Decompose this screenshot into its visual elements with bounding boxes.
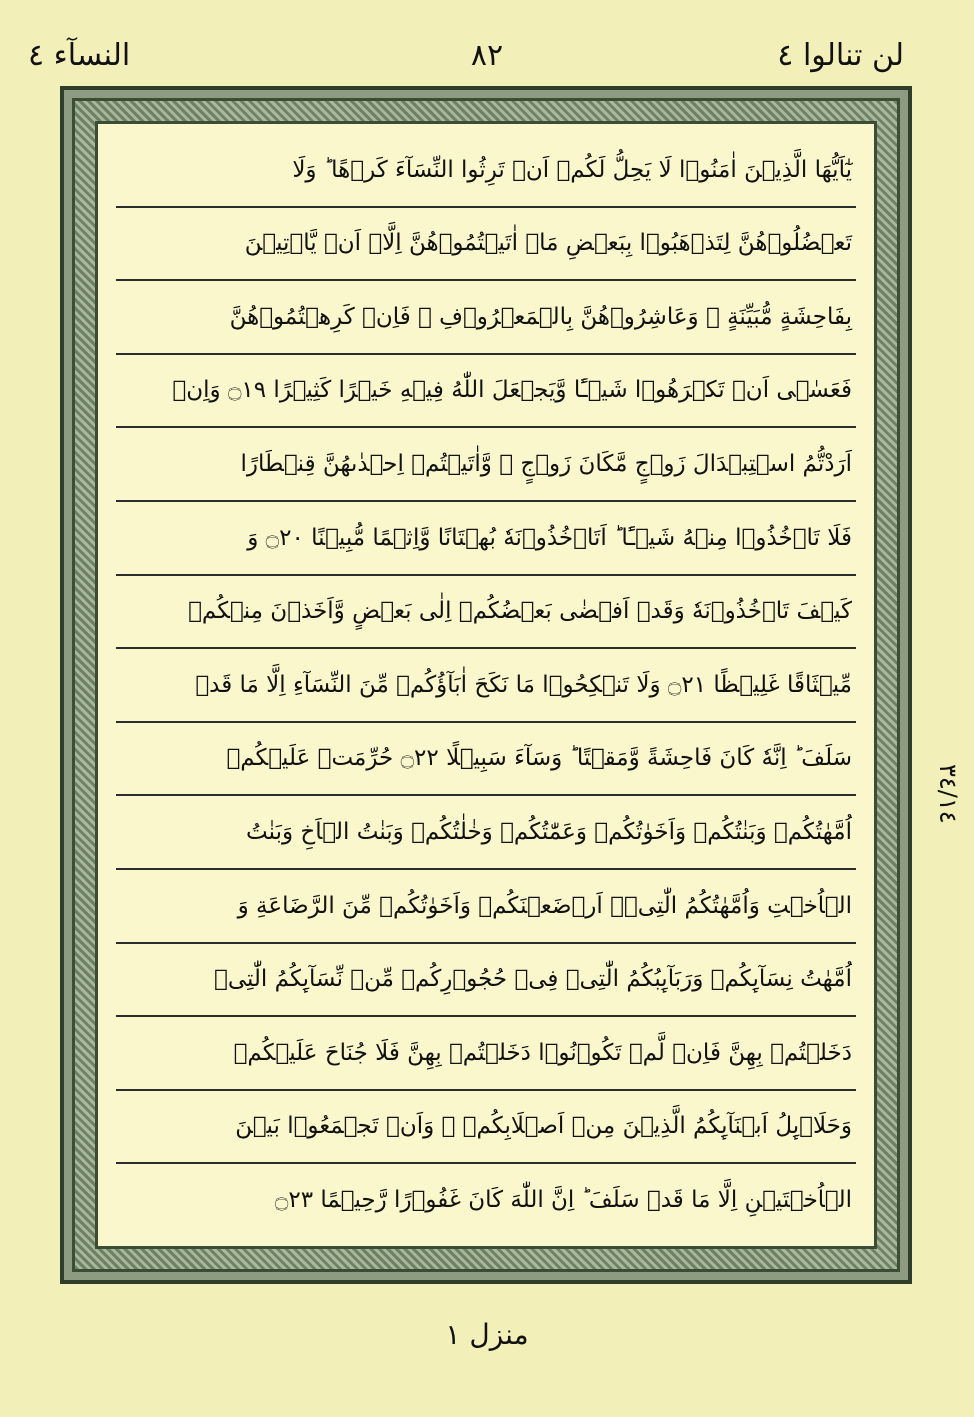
text-line: الۡاُخۡتَيۡنِ اِلَّا مَا قَدۡ سَلَفَ ؕ اِنَّ اللّٰهَ كَانَ غَفُوۡرًا رَّحِيۡمًا ۝٢٣ — [274, 1186, 852, 1213]
text-line: دَخَلۡتُمۡ بِهِنَّ فَاِنۡ لَّمۡ تَكُوۡنُوۡا دَخَلۡتُمۡ بِهِنَّ فَلَا جُنَاحَ عَلَيۡكُمۡ — [116, 1017, 856, 1091]
text-line: سَلَفَ ؕ اِنَّهٗ كَانَ فَاحِشَةً وَّمَقۡتًا ؕ وَسَآءَ سَبِيۡلًا ۝٢٢ حُرِّمَتۡ عَلَيۡكُمۡ — [116, 723, 856, 797]
ruku-marker: ٣٤/١٤ — [934, 764, 962, 824]
page-number: ٨٢ — [470, 38, 504, 73]
text-line: يٰٓاَيُّهَا الَّذِيۡنَ اٰمَنُوۡا لَا يَحِلُّ لَكُمۡ اَنۡ تَرِثُوا النِّسَآءَ كَرۡهًا ؕ وَلَا — [116, 134, 856, 208]
text-line: وَحَلَاۤٮِٕلُ اَبۡنَآٮِٕكُمُ الَّذِيۡنَ مِنۡ اَصۡلَابِكُمۡ ۙ وَاَنۡ تَجۡمَعُوۡا بَيۡنَ — [116, 1091, 856, 1165]
surah-name: النسآء ٤ — [28, 38, 131, 73]
text-line: مِّيۡثَاقًا غَلِيۡظًا ۝٢١ وَلَا تَنۡكِحُوۡا مَا نَكَحَ اٰبَآؤُكُمۡ مِّنَ النِّسَآءِ اِلَّا مَا قَدۡ — [116, 649, 856, 723]
text-line: الۡاُخۡتِ وَاُمَّهٰتُكُمُ الّٰتِىۡۤ اَرۡضَعۡنَكُمۡ وَاَخَوٰتُكُمۡ مِّنَ الرَّضَاعَةِ وَ — [116, 870, 856, 944]
border-pattern — [72, 98, 900, 1272]
text-line: كَيۡفَ تَاۡخُذُوۡنَهٗ وَقَدۡ اَفۡضٰى بَعۡضُكُمۡ اِلٰى بَعۡضٍ وَّاَخَذۡنَ مِنۡكُمۡ — [116, 576, 856, 650]
text-line: تَعۡضُلُوۡهُنَّ لِتَذۡهَبُوۡا بِبَعۡضِ مَاۤ اٰتَيۡتُمُوۡهُنَّ اِلَّاۤ اَنۡ يَّاۡتِيۡنَ — [116, 208, 856, 282]
ornamental-border — [60, 86, 912, 1284]
text-line: فَعَسٰۤى اَنۡ تَكۡرَهُوۡا شَيۡـًٔا وَّيَجۡعَلَ اللّٰهُ فِيۡهِ خَيۡرًا كَثِيۡرًا ۝١٩ وَاِنۡ — [116, 355, 856, 429]
para-name: لن تنالوا ٤ — [777, 38, 904, 73]
text-line: اُمَّهٰتُكُمۡ وَبَنٰتُكُمۡ وَاَخَوٰتُكُمۡ وَعَمّٰتُكُمۡ وَخٰلٰتُكُمۡ وَبَنٰتُ الۡاَخِ وَبَنٰتُ — [116, 796, 856, 870]
text-panel — [95, 121, 877, 1249]
manzil-footer: منزل ١ — [445, 1318, 529, 1351]
text-line: بِفَاحِشَةٍ مُّبَيِّنَةٍ ۚ وَعَاشِرُوۡهُنَّ بِالۡمَعۡرُوۡفِ ۚ فَاِنۡ كَرِهۡتُمُوۡهُنَّ — [116, 281, 856, 355]
text-line: اَرَدْتُّمُ اسۡتِبۡدَالَ زَوۡجٍ مَّكَانَ زَوۡجٍ ۙ وَّاٰتَيۡتُمۡ اِحۡدٰٮهُنَّ قِنۡطَارًا — [116, 428, 856, 502]
text-line: اُمَّهٰتُ نِسَآٮِٕكُمۡ وَرَبَآٮِٕبُكُمُ الّٰتِىۡ فِىۡ حُجُوۡرِكُمۡ مِّنۡ نِّسَآٮِٕكُمُ الّٰتِىۡ — [116, 944, 856, 1018]
text-line: فَلَا تَاۡخُذُوۡا مِنۡهُ شَيۡـًٔا ؕ اَتَاۡخُذُوۡنَهٗ بُهۡتَانًا وَّاِثۡمًا مُّبِيۡنًا ۝٢٠ وَ — [116, 502, 856, 576]
